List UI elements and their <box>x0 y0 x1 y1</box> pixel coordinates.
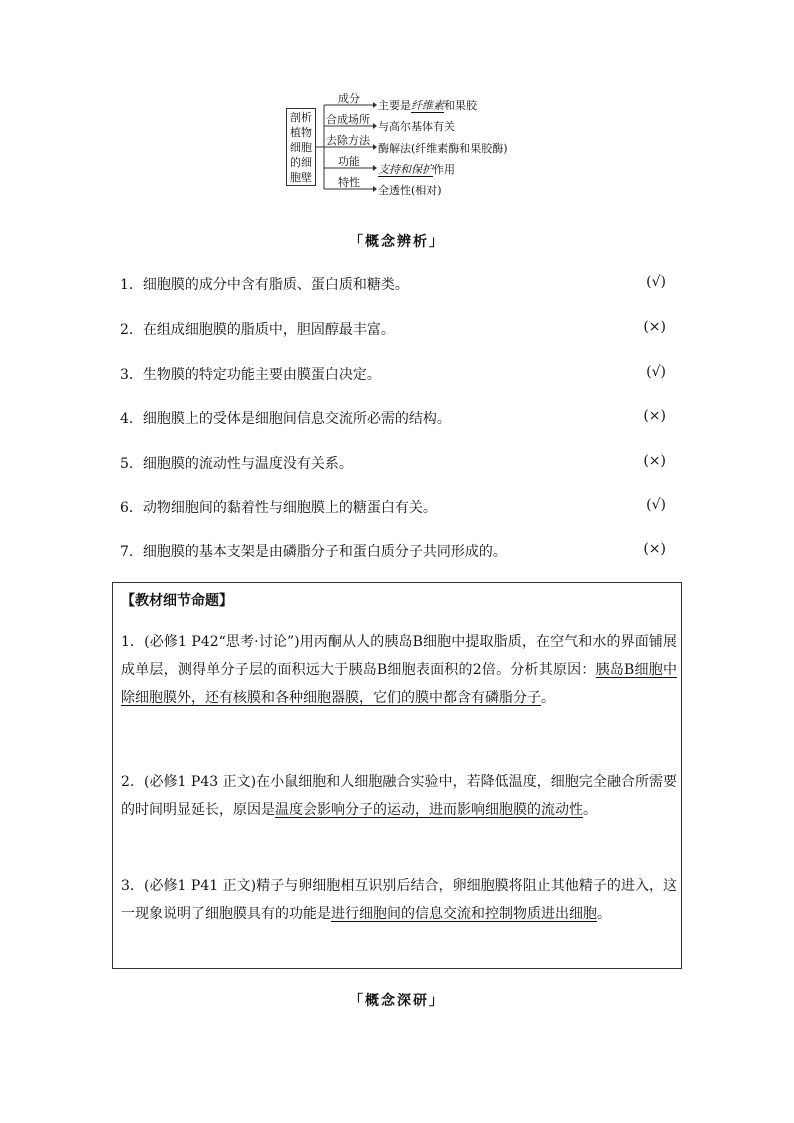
branch-value-property: 全透性(相对) <box>378 184 442 197</box>
branch-value-composition <box>378 99 477 112</box>
statement-3 <box>120 364 680 384</box>
judgement-mark: (√) <box>646 364 666 380</box>
branch-label-function: 功能 <box>338 155 360 168</box>
statement-6 <box>120 497 680 517</box>
judgement-mark: (×) <box>643 319 666 335</box>
statement-text: 5．细胞膜的流动性与温度没有关系。 <box>120 456 353 472</box>
q2-lead: 2．(必修1 P43 正文)在小鼠细胞和人细胞融合实验中，若降低温度，细胞完全融合所需要的时间明显延长，原因是 <box>121 774 677 818</box>
statement-2 <box>120 319 680 339</box>
branch-value-removal-method: 酶解法(纤维素酶和果胶酶) <box>378 142 508 155</box>
function-keyword: 支持和保护 <box>378 163 433 176</box>
branch-value-synthesis-site: 与高尔基体有关 <box>378 120 455 133</box>
statement-text: 6．动物细胞间的黏着性与细胞膜上的糖蛋白有关。 <box>120 500 437 516</box>
section-title-concept-deep-study: 「概念深研」 <box>349 993 445 1009</box>
root-line-2: 植物 <box>290 126 312 139</box>
root-line-1: 剖析 <box>290 111 312 124</box>
composition-tail: 和果胶 <box>444 99 477 112</box>
judgement-mark: (√) <box>646 497 666 513</box>
question-1 <box>121 628 677 712</box>
statement-text: 4．细胞膜上的受体是细胞间信息交流所必需的结构。 <box>120 411 451 427</box>
statement-5 <box>120 453 680 473</box>
composition-keyword: 纤维素 <box>411 99 444 112</box>
q1-lead: 1．(必修1 P42“思考·讨论”)用丙酮从人的胰岛B细胞中提取脂质，在空气和水的界面铺展成单层，测得单分子层的面积远大于胰岛B细胞表面积的2倍。分析其原因： <box>121 634 677 678</box>
statement-text: 7．细胞膜的基本支架是由磷脂分子和蛋白质分子共同形成的。 <box>120 544 507 560</box>
q2-end: 。 <box>583 802 597 818</box>
box-title: 【教材细节命题】 <box>121 593 233 609</box>
root-line-5: 胞壁 <box>290 171 312 184</box>
q1-end: 。 <box>541 690 555 706</box>
judgement-mark: (×) <box>643 408 666 424</box>
question-2 <box>121 768 677 824</box>
branch-label-composition: 成分 <box>338 92 360 105</box>
branch-label-property: 特性 <box>338 176 360 189</box>
statement-text: 2．在组成细胞膜的脂质中，胆固醇最丰富。 <box>120 322 395 338</box>
q3-lead: 3．(必修1 P41 正文)精子与卵细胞相互识别后结合，卵细胞膜将阻止其他精子的进入，这一现象说明了细胞膜具有的功能是 <box>121 878 677 922</box>
q3-answer: 进行细胞间的信息交流和控制物质进出细胞 <box>331 906 597 922</box>
branch-value-function <box>378 163 455 176</box>
root-line-4: 的细 <box>290 156 312 169</box>
q3-end: 。 <box>597 906 611 922</box>
q1-answer: 胰岛B细胞中除细胞膜外，还有核膜和各种细胞器膜，它们的膜中都含有磷脂分子 <box>121 662 677 706</box>
judgement-mark: (×) <box>643 541 666 557</box>
root-line-3: 细胞 <box>290 141 312 154</box>
q2-answer: 温度会影响分子的运动，进而影响细胞膜的流动性 <box>275 802 583 818</box>
judgement-mark: (×) <box>643 453 666 469</box>
function-tail: 作用 <box>433 163 455 176</box>
statement-text: 1．细胞膜的成分中含有脂质、蛋白质和糖类。 <box>120 277 409 293</box>
statement-4 <box>120 408 680 428</box>
composition-text: 主要是 <box>378 99 411 112</box>
statement-1 <box>120 274 680 294</box>
branch-label-removal-method: 去除方法 <box>326 134 370 147</box>
statement-text: 3．生物膜的特定功能主要由膜蛋白决定。 <box>120 367 381 383</box>
cell-wall-diagram <box>280 92 520 202</box>
section-title-concept-analysis: 「概念辨析」 <box>349 234 445 250</box>
question-3 <box>121 872 677 928</box>
branch-label-synthesis-site: 合成场所 <box>326 113 370 126</box>
statement-7 <box>120 541 680 561</box>
judgement-mark: (√) <box>646 274 666 290</box>
